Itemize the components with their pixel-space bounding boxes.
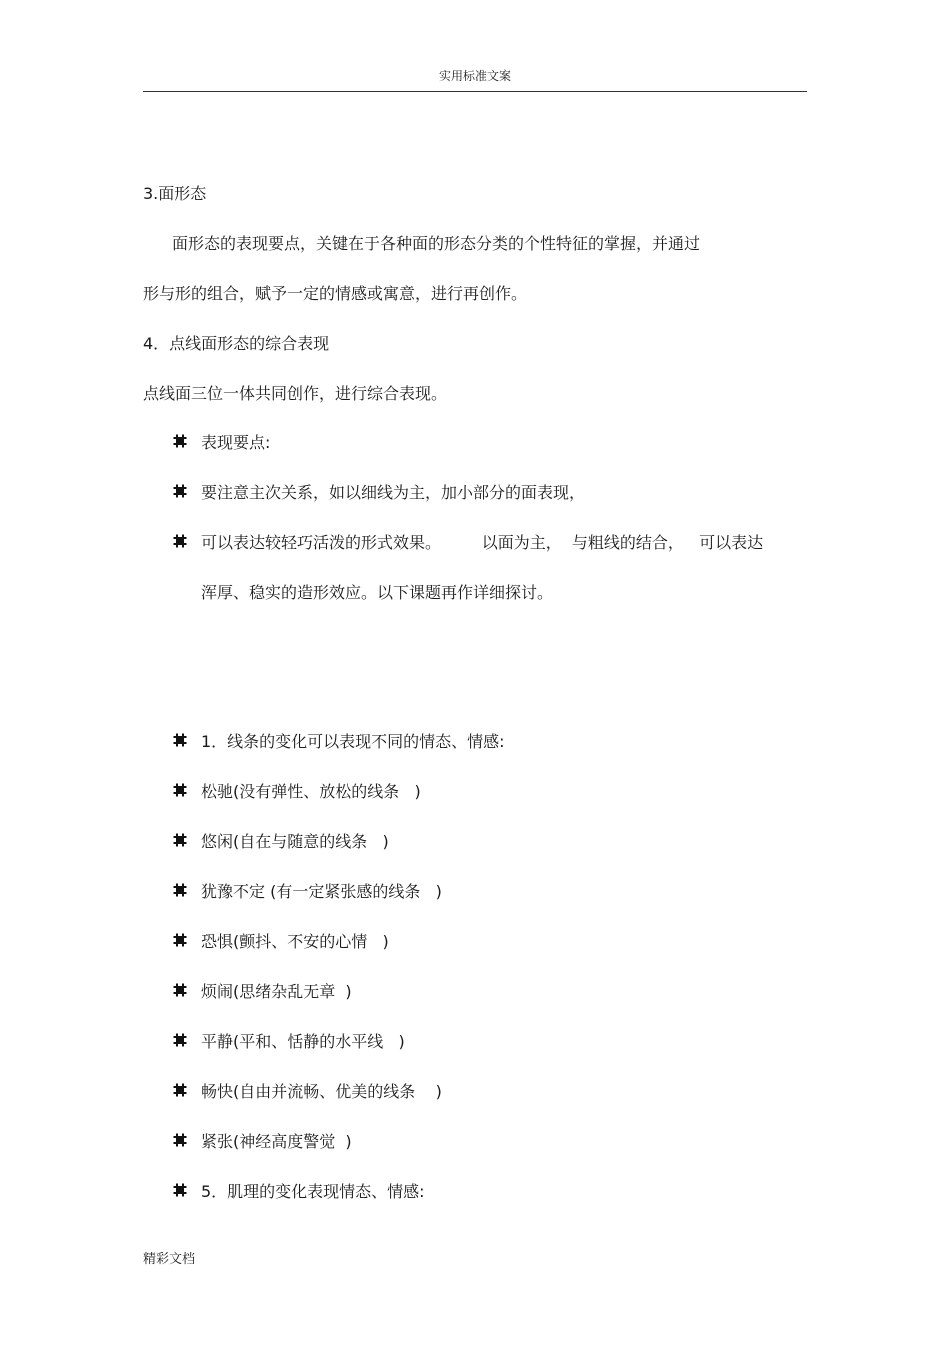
section-3-paragraph-line-2: 形与形的组合，赋予一定的情感或寓意，进行再创作。 (143, 284, 528, 303)
hash-square-bullet-icon (173, 783, 187, 797)
hash-square-bullet-icon (173, 983, 187, 997)
hash-square-bullet-icon (173, 534, 187, 548)
hash-square-bullet-icon (173, 484, 187, 498)
section-4-heading: 4．点线面形态的综合表现 (143, 334, 330, 353)
hash-square-bullet-icon (173, 1083, 187, 1097)
hash-square-bullet-icon (173, 1033, 187, 1047)
bullet-item: 平静(平和、恬静的水平线 ) (201, 1032, 405, 1051)
hash-square-bullet-icon (173, 434, 187, 448)
hash-square-bullet-icon (173, 1183, 187, 1197)
section-4-paragraph: 点线面三位一体共同创作，进行综合表现。 (143, 384, 448, 403)
bullet-item: 烦闹(思绪杂乱无章 ) (201, 982, 352, 1001)
bullet-item-continuation: 浑厚、稳实的造形效应。以下课题再作详细探讨。 (201, 583, 554, 602)
hash-square-bullet-icon (173, 933, 187, 947)
section-3-heading: 3.面形态 (143, 184, 207, 203)
bullet-item: 5．肌理的变化表现情态、情感: (201, 1182, 425, 1201)
hash-square-bullet-icon (173, 733, 187, 747)
bullet-item: 1．线条的变化可以表现不同的情态、情感: (201, 732, 505, 751)
bullet-item: 犹豫不定 (有一定紧张感的线条 ) (201, 882, 442, 901)
bullet-item: 恐惧(颤抖、不安的心情 ) (201, 932, 389, 951)
bullet-item: 可以表达较轻巧活泼的形式效果。 以面为主， 与粗线的结合， 可以表达 (201, 533, 764, 552)
page-footer-label: 精彩文档 (143, 1252, 196, 1267)
hash-square-bullet-icon (173, 833, 187, 847)
hash-square-bullet-icon (173, 883, 187, 897)
hash-square-bullet-icon (173, 1133, 187, 1147)
bullet-item: 要注意主次关系，如以细线为主，加小部分的面表现， (201, 483, 586, 502)
bullet-item: 松驰(没有弹性、放松的线条 ) (201, 782, 421, 801)
page-header-title: 实用标准文案 (438, 69, 511, 83)
header-divider (143, 91, 807, 92)
bullet-item: 表现要点: (201, 433, 271, 452)
section-3-paragraph-line-1: 面形态的表现要点，关键在于各种面的形态分类的个性特征的掌握，并通过 (172, 234, 701, 253)
bullet-item: 畅快(自由并流畅、优美的线条 ) (201, 1082, 442, 1101)
bullet-item: 紧张(神经高度警觉 ) (201, 1132, 352, 1151)
bullet-item: 悠闲(自在与随意的线条 ) (201, 832, 389, 851)
